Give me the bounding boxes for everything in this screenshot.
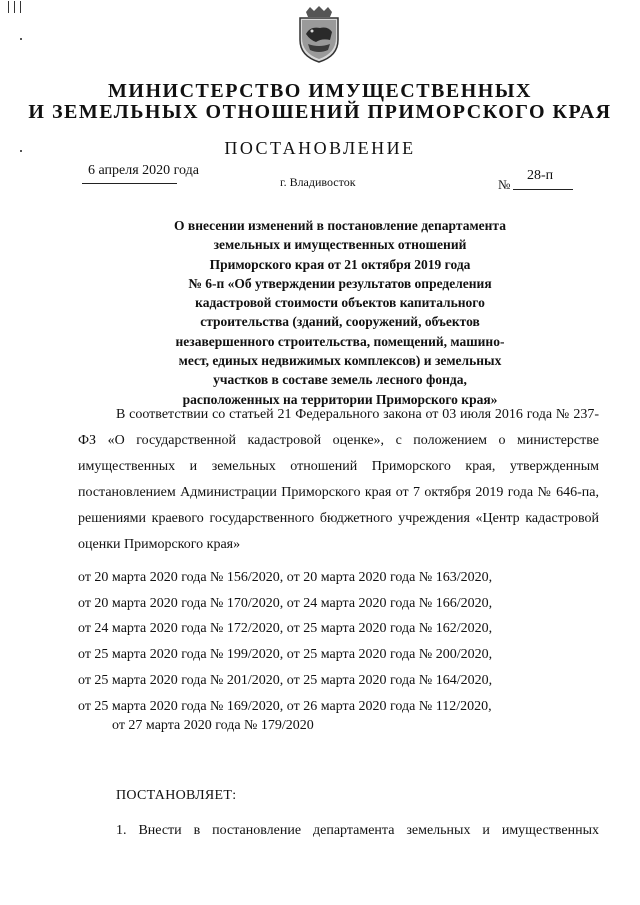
reference-line-last: от 27 марта 2020 года № 179/2020 — [112, 718, 314, 733]
body-text — [78, 402, 599, 558]
reference-line: от 24 марта 2020 года № 172/2020, от 25 марта 2020 года № 162/2020, — [78, 621, 493, 637]
reference-line: от 20 марта 2020 года № 170/2020, от 24 марта 2020 года № 166/2020, — [78, 595, 493, 611]
document-city: г. Владивосток — [280, 175, 356, 189]
document-title — [140, 216, 540, 409]
scan-marks — [8, 0, 26, 18]
number-sign: № — [498, 177, 511, 192]
title-line: кадастровой стоимости объектов капитального — [195, 295, 485, 311]
reference-line: от 25 марта 2020 года № 201/2020, от 25 марта 2020 года № 164/2020, — [78, 672, 493, 688]
ministry-name-line2: И ЗЕМЕЛЬНЫХ ОТНОШЕНИЙ ПРИМОРСКОГО КРАЯ — [28, 101, 612, 123]
title-line: мест, единых недвижимых комплексов) и земельных — [178, 353, 502, 369]
document-number: 28-п — [527, 168, 554, 183]
reference-line: от 25 марта 2020 года № 199/2020, от 25 марта 2020 года № 200/2020, — [78, 647, 493, 663]
decision-references — [78, 565, 492, 719]
resolves-heading: ПОСТАНОВЛЯЕТ: — [116, 788, 237, 803]
title-line: Приморского края от 21 октября 2019 года — [209, 256, 471, 272]
document-type: ПОСТАНОВЛЕНИЕ — [224, 138, 416, 158]
title-line: № 6-п «Об утверждении результатов определения — [188, 275, 492, 291]
date-underline — [82, 183, 177, 184]
ministry-name-line1: МИНИСТЕРСТВО ИМУЩЕСТВЕННЫХ — [108, 80, 532, 102]
title-line: расположенных на территории Приморского края» — [182, 391, 498, 407]
title-line: участков в составе земель лесного фонда, — [213, 372, 467, 388]
title-line: О внесении изменений в постановление департамента — [174, 218, 506, 233]
scan-dot — [20, 38, 22, 40]
intro-paragraph: В соответствии со статьей 21 Федерального закона от 03 июля 2016 года № 237-ФЗ «О государственной кадастровой оценке», с положением о министерстве имущественных и земельных отношений Приморского края, утвержденным постановлением Администрации Приморского края от 7 октября 2019 года № 646-па, решениями краевого государственного бюджетного учреждения «Центр кадастровой оценки Приморского края» — [78, 407, 599, 552]
reference-line: от 20 марта 2020 года № 156/2020, от 20 марта 2020 года № 163/2020, — [78, 570, 493, 585]
title-line: строительства (зданий, сооружений, объектов — [200, 314, 480, 330]
coat-of-arms-emblem — [292, 4, 346, 64]
title-line: земельных и имущественных отношений — [213, 237, 467, 253]
reference-line: от 25 марта 2020 года № 169/2020, от 26 марта 2020 года № 112/2020, — [78, 698, 492, 714]
document-date: 6 апреля 2020 года — [88, 163, 199, 178]
number-underline — [513, 189, 573, 190]
title-line: незавершенного строительства, помещений, машино- — [175, 333, 505, 349]
resolution-item-1: 1. Внести в постановление департамента земельных и имущественных — [116, 823, 599, 838]
